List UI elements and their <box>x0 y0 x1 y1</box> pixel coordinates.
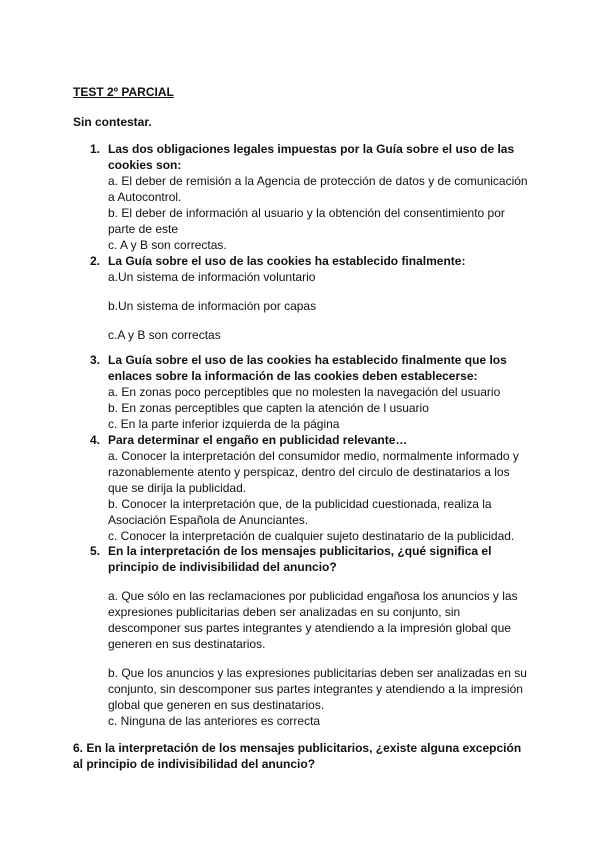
question-2 <box>90 253 530 343</box>
question-1 <box>90 141 530 253</box>
option-c: c. Ninguna de las anteriores es correcta <box>108 714 321 728</box>
option-a: a. El deber de remisión a la Agencia de protección de datos y de comunicación a Autocontrol. <box>108 174 528 204</box>
question-stem: En la interpretación de los mensajes publicitarios, ¿qué significa el principio de indivisibilidad del anuncio? <box>108 544 492 574</box>
question-3 <box>90 352 530 432</box>
option-c: c. Conocer la interpretación de cualquier sujeto destinatario de la publicidad. <box>108 529 515 543</box>
question-number: 3. <box>90 353 101 367</box>
option-b: b. Que los anuncios y las expresiones publicitarias deben ser analizadas en su conjunto, sin descomponer sus partes integrantes y atendiendo a la impresión global que generen en sus destinatarios. <box>108 666 527 712</box>
option-c: c.A y B son correctas <box>108 328 221 342</box>
question-stem: Las dos obligaciones legales impuestas por la Guía sobre el uso de las cookies son: <box>108 142 515 172</box>
option-c: c. En la parte inferior izquierda de la página <box>108 417 340 431</box>
option-a: a. En zonas poco perceptibles que no molesten la navegación del usuario <box>108 385 501 399</box>
option-a: a. Conocer la interpretación del consumidor medio, normalmente informado y razonablemente atento y perspicaz, dentro del circulo de destinatarios a los que se dirija la publicidad. <box>108 449 519 495</box>
option-b: b.Un sistema de información por capas <box>108 299 317 313</box>
status-subtitle: Sin contestar. <box>73 115 152 129</box>
question-number: 4. <box>90 433 101 447</box>
question-6: 6. En la interpretación de los mensajes publicitarios, ¿existe alguna excepción al principio de indivisibilidad del anuncio? <box>73 741 522 771</box>
question-stem: Para determinar el engaño en publicidad relevante… <box>108 433 408 447</box>
option-b: b. El deber de información al usuario y la obtención del consentimiento por parte de este <box>108 206 505 236</box>
option-a: a. Que sólo en las reclamaciones por publicidad engañosa los anuncios y las expresiones publicitarias deben ser analizadas en su conjunto, sin descomponer sus partes integrantes y atendiendo a la impresión global que generen en sus destinatarios. <box>108 589 518 651</box>
option-b: b. En zonas perceptibles que capten la atención de l usuario <box>108 401 429 415</box>
question-4 <box>90 432 530 544</box>
question-stem: La Guía sobre el uso de las cookies ha establecido finalmente que los enlaces sobre la información de las cookies deben establecerse: <box>108 353 507 383</box>
option-b: b. Conocer la interpretación que, de la publicidad cuestionada, realiza la Asociación Española de Anunciantes. <box>108 497 492 527</box>
question-number: 5. <box>90 544 101 558</box>
question-number: 1. <box>90 142 101 156</box>
question-stem: La Guía sobre el uso de las cookies ha establecido finalmente: <box>108 254 466 268</box>
question-number: 2. <box>90 254 101 268</box>
option-a: a.Un sistema de información voluntario <box>108 270 316 284</box>
option-c: c. A y B son correctas. <box>108 238 227 252</box>
page-title: TEST 2º PARCIAL <box>73 85 174 99</box>
question-5 <box>90 543 530 729</box>
